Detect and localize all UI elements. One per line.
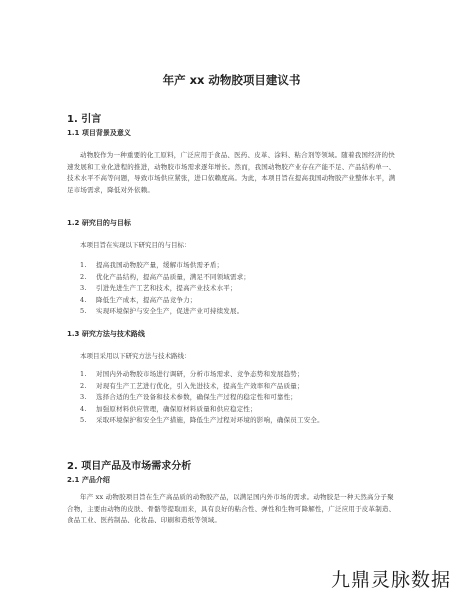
list-item: 4. 降低生产成本，提高产品竞争力；: [80, 295, 197, 304]
document-title: 年产 xx 动物胶项目建议书: [162, 73, 301, 87]
list-item: 2. 优化产品结构，提高产品质量，满足不同领域需求；: [80, 272, 251, 281]
objectives-list: [80, 260, 402, 318]
product-paragraph: 年产 xx 动物胶项目旨在生产高品质的动物胶产品，以满足国内外市场的需求。动物胶是一种天然高分子聚合物，主要由动物的皮肤、骨骼等提取而来，具有良好的粘合性、弹性和生物可降解性，广泛应用于皮革制造、食品工业、医药制品、化妆品、印刷和造纸等领域。: [67, 493, 396, 524]
list-item: 2. 对现有生产工艺进行优化，引入先进技术，提高生产效率和产品质量；: [80, 381, 304, 390]
section-1-heading: 1. 引言: [67, 114, 102, 125]
list-item: 3. 选择合适的生产设备和技术参数，确保生产过程的稳定性和可靠性；: [80, 393, 297, 401]
methods-list: [80, 369, 402, 427]
list-item: 5. 实现环境保护与安全生产，促进产业可持续发展。: [80, 307, 244, 315]
background-paragraph: 动物胶作为一种重要的化工原料，广泛应用于食品、医药、皮革、涂料、粘合剂等领域。随着我国经济的快速发展和工业化进程的推进，动物胶市场需求逐年增长。然而，我国动物胶产业存在产能不足、产品结构单一、技术水平不高等问题，导致市场供应紧张，进口依赖度高。为此，本项目旨在提高我国动物胶产业整体水平，满足市场需求，降低对外依赖。: [67, 151, 396, 194]
methods-intro: 本项目采用以下研究方法与技术路线：: [80, 352, 191, 360]
section-2-heading: 2. 项目产品及市场需求分析: [67, 461, 192, 472]
section-1-1-heading: 1.1 项目背景及意义: [67, 129, 131, 137]
list-item: 4. 加强原材料供应管理，确保原材料质量和供应稳定性；: [80, 404, 257, 413]
watermark-text: 九鼎灵脉数据: [330, 569, 451, 591]
section-1-3-heading: 1.3 研究方法与技术路线: [67, 330, 145, 338]
list-item: 1. 提高我国动物胶产量，缓解市场供需矛盾；: [80, 261, 224, 269]
objectives-intro: 本项目旨在实现以下研究目的与目标：: [80, 241, 191, 249]
section-1-2-heading: 1.2 研究目的与目标: [67, 219, 131, 227]
list-item: 5. 采取环境保护和安全生产措施，降低生产过程对环境的影响，确保员工安全。: [80, 416, 324, 424]
section-2-1-heading: 2.1 产品介绍: [67, 476, 110, 484]
list-item: 1. 对国内外动物胶市场进行调研，分析市场需求、竞争态势和发展趋势；: [80, 370, 304, 378]
list-item: 3. 引进先进生产工艺和技术，提高产业技术水平；: [80, 284, 237, 292]
